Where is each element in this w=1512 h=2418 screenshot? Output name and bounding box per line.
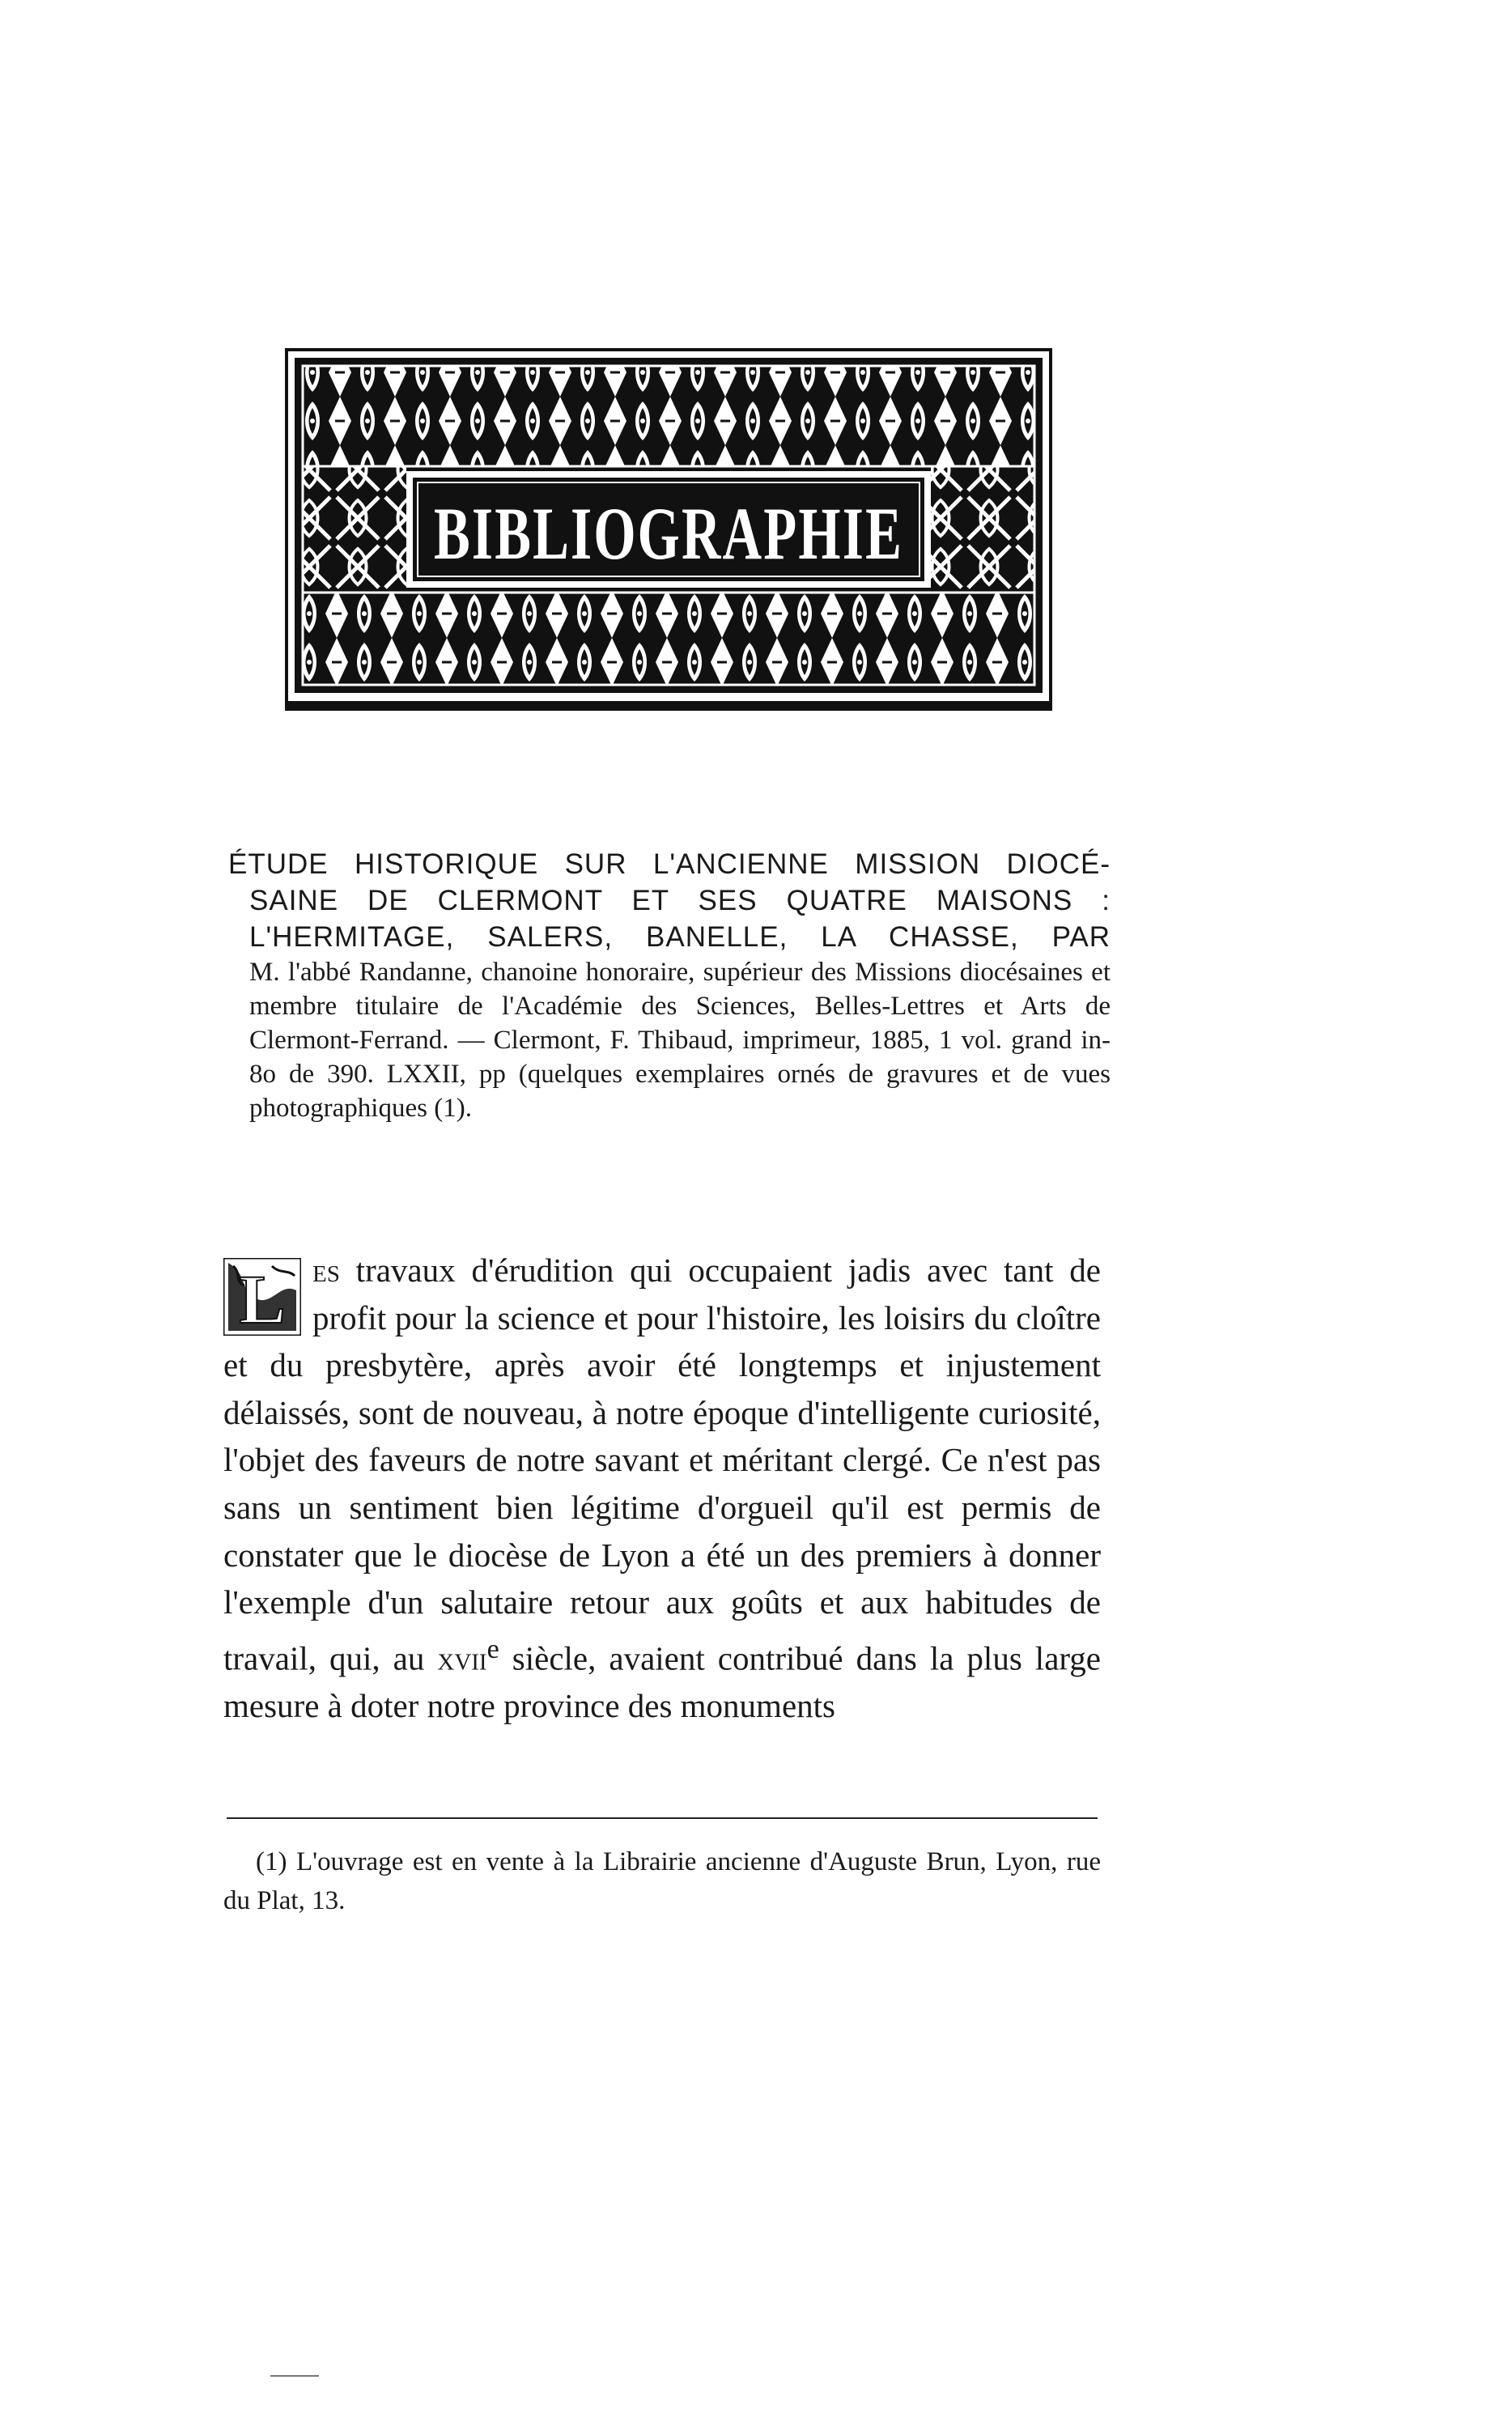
main-paragraph bbox=[223, 1247, 1101, 1730]
banner-title: BIBLIOGRAPHIE bbox=[434, 492, 903, 575]
entry-title-line-3: L'HERMITAGE, SALERS, BANELLE, LA CHASSE, PAR bbox=[249, 921, 1111, 953]
decorative-dropcap-icon bbox=[223, 1258, 301, 1336]
ornamental-banner bbox=[285, 348, 1052, 711]
century-superscript: e bbox=[486, 1634, 499, 1664]
century-numeral: xvii bbox=[437, 1639, 487, 1677]
entry-details: M. l'abbé Randanne, chanoine honoraire, supérieur des Missions diocésaines et membre titulaire de l'Académie des Sciences, Belles-Lettres et Arts de Clermont-Ferrand. — Clermont, F. Thibaud, imprimeur, 1885, 1 vol. grand in-8o de 390. LXXII, pp (quelques exemplaires ornés de gravures et de vues photographiques (1). bbox=[249, 958, 1111, 1123]
main-text: travaux d'érudition qui occupaient jadis avec tant de profit pour la science et pour l'histoire, les loisirs du cloître et du presbytère, après avoir été longtemps et injustement délaissés, sont de nouveau, à notre époque d'intelligente curiosité, l'objet des faveurs de notre savant et méritant clergé. Ce n'est pas sans un sentiment bien légitime d'orgueil qu'il est permis de constater que le diocèse de Lyon a été un des premiers à donner l'exemple d'un salutaire retour aux goûts et aux habitudes de travail, qui, au bbox=[223, 1251, 1101, 1677]
footnote-text: (1) L'ouvrage est en vente à la Librairie ancienne d'Auguste Brun, Lyon, rue du Plat, 13. bbox=[223, 1847, 1101, 1915]
footnote-rule bbox=[227, 1817, 1098, 1819]
entry-title-line-2: SAINE DE CLERMONT ET SES QUATRE MAISONS : bbox=[249, 885, 1111, 916]
main-text-end: siècle, avaient contribué dans la plus large mesure à doter notre province des monuments bbox=[223, 1639, 1102, 1724]
dropcap-letter: L bbox=[239, 1260, 286, 1336]
bibliographic-entry bbox=[228, 846, 1111, 1125]
page-edge-mark bbox=[270, 2375, 319, 2377]
entry-title-line-1: ÉTUDE HISTORIQUE SUR L'ANCIENNE MISSION DIOCÉ- bbox=[228, 848, 1111, 880]
footnote bbox=[223, 1842, 1101, 1920]
first-word-rest: es bbox=[312, 1251, 340, 1289]
